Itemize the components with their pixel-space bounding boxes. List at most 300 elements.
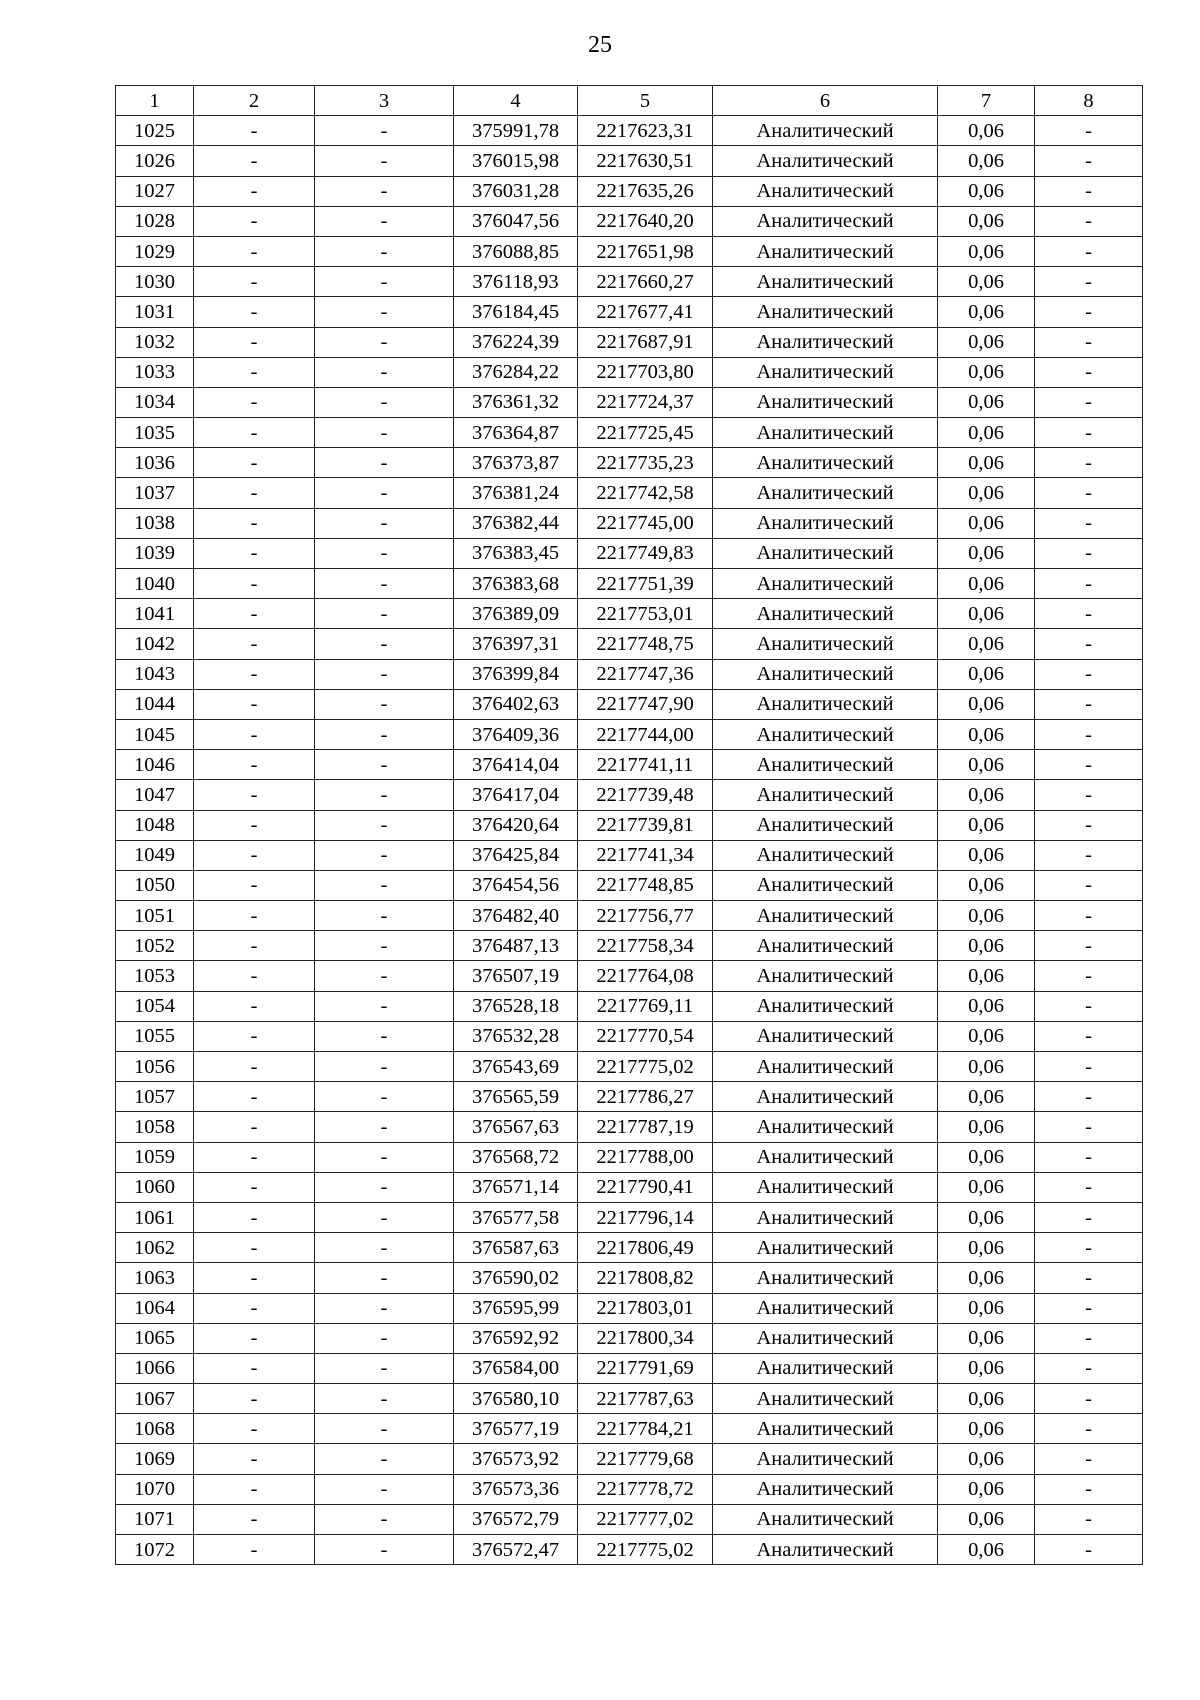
col8-cell: - (1035, 569, 1143, 599)
col3-cell: - (315, 1474, 454, 1504)
col8-cell: - (1035, 1504, 1143, 1534)
point-number-cell: 1063 (116, 1263, 194, 1293)
x-coordinate-cell: 376118,93 (454, 267, 578, 297)
col3-cell: - (315, 357, 454, 387)
point-number-cell: 1029 (116, 236, 194, 266)
col8-cell: - (1035, 689, 1143, 719)
x-coordinate-cell: 376402,63 (454, 689, 578, 719)
col3-cell: - (315, 961, 454, 991)
point-number-cell: 1071 (116, 1504, 194, 1534)
table-row (116, 1263, 1143, 1293)
col8-cell: - (1035, 176, 1143, 206)
table-row (116, 538, 1143, 568)
col3-cell: - (315, 569, 454, 599)
point-number-cell: 1041 (116, 599, 194, 629)
col8-cell: - (1035, 1082, 1143, 1112)
col8-cell: - (1035, 719, 1143, 749)
column-header: 1 (116, 86, 194, 116)
col2-cell: - (194, 689, 315, 719)
table-row (116, 1504, 1143, 1534)
table-row (116, 689, 1143, 719)
table-row (116, 840, 1143, 870)
table-row (116, 659, 1143, 689)
x-coordinate-cell: 376528,18 (454, 991, 578, 1021)
point-number-cell: 1068 (116, 1414, 194, 1444)
accuracy-cell: 0,06 (938, 478, 1035, 508)
col8-cell: - (1035, 1535, 1143, 1565)
col2-cell: - (194, 478, 315, 508)
method-cell: Аналитический (713, 1021, 938, 1051)
col2-cell: - (194, 176, 315, 206)
accuracy-cell: 0,06 (938, 357, 1035, 387)
col8-cell: - (1035, 478, 1143, 508)
method-cell: Аналитический (713, 176, 938, 206)
method-cell: Аналитический (713, 1172, 938, 1202)
point-number-cell: 1048 (116, 810, 194, 840)
method-cell: Аналитический (713, 991, 938, 1021)
col3-cell: - (315, 297, 454, 327)
x-coordinate-cell: 376587,63 (454, 1233, 578, 1263)
accuracy-cell: 0,06 (938, 116, 1035, 146)
table-row (116, 357, 1143, 387)
accuracy-cell: 0,06 (938, 146, 1035, 176)
col8-cell: - (1035, 810, 1143, 840)
table-row (116, 991, 1143, 1021)
col2-cell: - (194, 146, 315, 176)
accuracy-cell: 0,06 (938, 599, 1035, 629)
accuracy-cell: 0,06 (938, 1474, 1035, 1504)
y-coordinate-cell: 2217775,02 (578, 1535, 713, 1565)
method-cell: Аналитический (713, 901, 938, 931)
accuracy-cell: 0,06 (938, 719, 1035, 749)
col2-cell: - (194, 1414, 315, 1444)
col2-cell: - (194, 1021, 315, 1051)
accuracy-cell: 0,06 (938, 780, 1035, 810)
x-coordinate-cell: 376381,24 (454, 478, 578, 508)
y-coordinate-cell: 2217791,69 (578, 1353, 713, 1383)
col3-cell: - (315, 991, 454, 1021)
x-coordinate-cell: 376224,39 (454, 327, 578, 357)
point-number-cell: 1050 (116, 870, 194, 900)
col2-cell: - (194, 418, 315, 448)
col3-cell: - (315, 1112, 454, 1142)
col3-cell: - (315, 1504, 454, 1534)
y-coordinate-cell: 2217753,01 (578, 599, 713, 629)
accuracy-cell: 0,06 (938, 418, 1035, 448)
col2-cell: - (194, 538, 315, 568)
accuracy-cell: 0,06 (938, 327, 1035, 357)
y-coordinate-cell: 2217724,37 (578, 387, 713, 417)
table-row (116, 1082, 1143, 1112)
accuracy-cell: 0,06 (938, 1323, 1035, 1353)
y-coordinate-cell: 2217623,31 (578, 116, 713, 146)
point-number-cell: 1064 (116, 1293, 194, 1323)
x-coordinate-cell: 376383,68 (454, 569, 578, 599)
x-coordinate-cell: 376584,00 (454, 1353, 578, 1383)
col3-cell: - (315, 387, 454, 417)
col3-cell: - (315, 1202, 454, 1232)
col8-cell: - (1035, 146, 1143, 176)
table-row (116, 1172, 1143, 1202)
method-cell: Аналитический (713, 1323, 938, 1353)
method-cell: Аналитический (713, 1082, 938, 1112)
col3-cell: - (315, 448, 454, 478)
y-coordinate-cell: 2217775,02 (578, 1052, 713, 1082)
col2-cell: - (194, 1172, 315, 1202)
accuracy-cell: 0,06 (938, 810, 1035, 840)
method-cell: Аналитический (713, 870, 938, 900)
y-coordinate-cell: 2217630,51 (578, 146, 713, 176)
point-number-cell: 1026 (116, 146, 194, 176)
col3-cell: - (315, 1021, 454, 1051)
method-cell: Аналитический (713, 1263, 938, 1293)
point-number-cell: 1042 (116, 629, 194, 659)
col3-cell: - (315, 267, 454, 297)
method-cell: Аналитический (713, 236, 938, 266)
method-cell: Аналитический (713, 206, 938, 236)
accuracy-cell: 0,06 (938, 387, 1035, 417)
method-cell: Аналитический (713, 1233, 938, 1263)
col8-cell: - (1035, 418, 1143, 448)
col3-cell: - (315, 1535, 454, 1565)
table-row (116, 870, 1143, 900)
col8-cell: - (1035, 961, 1143, 991)
point-number-cell: 1028 (116, 206, 194, 236)
point-number-cell: 1054 (116, 991, 194, 1021)
column-header: 6 (713, 86, 938, 116)
table-row (116, 810, 1143, 840)
point-number-cell: 1031 (116, 297, 194, 327)
y-coordinate-cell: 2217660,27 (578, 267, 713, 297)
table-row (116, 387, 1143, 417)
x-coordinate-cell: 376590,02 (454, 1263, 578, 1293)
accuracy-cell: 0,06 (938, 1082, 1035, 1112)
method-cell: Аналитический (713, 1293, 938, 1323)
col8-cell: - (1035, 206, 1143, 236)
accuracy-cell: 0,06 (938, 1535, 1035, 1565)
point-number-cell: 1049 (116, 840, 194, 870)
method-cell: Аналитический (713, 840, 938, 870)
x-coordinate-cell: 376595,99 (454, 1293, 578, 1323)
y-coordinate-cell: 2217779,68 (578, 1444, 713, 1474)
point-number-cell: 1025 (116, 116, 194, 146)
y-coordinate-cell: 2217747,90 (578, 689, 713, 719)
point-number-cell: 1060 (116, 1172, 194, 1202)
col3-cell: - (315, 750, 454, 780)
col2-cell: - (194, 1293, 315, 1323)
method-cell: Аналитический (713, 418, 938, 448)
y-coordinate-cell: 2217756,77 (578, 901, 713, 931)
point-number-cell: 1059 (116, 1142, 194, 1172)
col3-cell: - (315, 538, 454, 568)
point-number-cell: 1047 (116, 780, 194, 810)
col3-cell: - (315, 1172, 454, 1202)
point-number-cell: 1072 (116, 1535, 194, 1565)
y-coordinate-cell: 2217640,20 (578, 206, 713, 236)
col8-cell: - (1035, 1293, 1143, 1323)
col3-cell: - (315, 810, 454, 840)
col3-cell: - (315, 1384, 454, 1414)
col8-cell: - (1035, 780, 1143, 810)
point-number-cell: 1027 (116, 176, 194, 206)
method-cell: Аналитический (713, 689, 938, 719)
col8-cell: - (1035, 387, 1143, 417)
col8-cell: - (1035, 1263, 1143, 1293)
method-cell: Аналитический (713, 1474, 938, 1504)
y-coordinate-cell: 2217784,21 (578, 1414, 713, 1444)
accuracy-cell: 0,06 (938, 206, 1035, 236)
x-coordinate-cell: 376047,56 (454, 206, 578, 236)
col3-cell: - (315, 1353, 454, 1383)
y-coordinate-cell: 2217677,41 (578, 297, 713, 327)
x-coordinate-cell: 376383,45 (454, 538, 578, 568)
table-row (116, 1293, 1143, 1323)
x-coordinate-cell: 376015,98 (454, 146, 578, 176)
col2-cell: - (194, 236, 315, 266)
col3-cell: - (315, 840, 454, 870)
table-row (116, 750, 1143, 780)
column-header: 8 (1035, 86, 1143, 116)
col3-cell: - (315, 659, 454, 689)
y-coordinate-cell: 2217790,41 (578, 1172, 713, 1202)
y-coordinate-cell: 2217806,49 (578, 1233, 713, 1263)
accuracy-cell: 0,06 (938, 901, 1035, 931)
col8-cell: - (1035, 1384, 1143, 1414)
col3-cell: - (315, 1444, 454, 1474)
x-coordinate-cell: 376373,87 (454, 448, 578, 478)
y-coordinate-cell: 2217800,34 (578, 1323, 713, 1353)
method-cell: Аналитический (713, 810, 938, 840)
col2-cell: - (194, 327, 315, 357)
y-coordinate-cell: 2217778,72 (578, 1474, 713, 1504)
col2-cell: - (194, 719, 315, 749)
point-number-cell: 1051 (116, 901, 194, 931)
method-cell: Аналитический (713, 1202, 938, 1232)
col8-cell: - (1035, 1353, 1143, 1383)
accuracy-cell: 0,06 (938, 267, 1035, 297)
col2-cell: - (194, 116, 315, 146)
accuracy-cell: 0,06 (938, 1112, 1035, 1142)
method-cell: Аналитический (713, 146, 938, 176)
x-coordinate-cell: 376364,87 (454, 418, 578, 448)
x-coordinate-cell: 376417,04 (454, 780, 578, 810)
x-coordinate-cell: 376507,19 (454, 961, 578, 991)
accuracy-cell: 0,06 (938, 689, 1035, 719)
col2-cell: - (194, 267, 315, 297)
point-number-cell: 1034 (116, 387, 194, 417)
col3-cell: - (315, 1414, 454, 1444)
point-number-cell: 1062 (116, 1233, 194, 1263)
table-row (116, 1142, 1143, 1172)
col3-cell: - (315, 780, 454, 810)
y-coordinate-cell: 2217748,75 (578, 629, 713, 659)
col3-cell: - (315, 689, 454, 719)
method-cell: Аналитический (713, 538, 938, 568)
col2-cell: - (194, 1202, 315, 1232)
col8-cell: - (1035, 1474, 1143, 1504)
method-cell: Аналитический (713, 750, 938, 780)
y-coordinate-cell: 2217786,27 (578, 1082, 713, 1112)
x-coordinate-cell: 376573,92 (454, 1444, 578, 1474)
accuracy-cell: 0,06 (938, 1263, 1035, 1293)
y-coordinate-cell: 2217808,82 (578, 1263, 713, 1293)
table-row (116, 1414, 1143, 1444)
col2-cell: - (194, 599, 315, 629)
method-cell: Аналитический (713, 1052, 938, 1082)
accuracy-cell: 0,06 (938, 1384, 1035, 1414)
point-number-cell: 1053 (116, 961, 194, 991)
coordinates-table (115, 85, 1143, 1565)
col8-cell: - (1035, 1233, 1143, 1263)
accuracy-cell: 0,06 (938, 750, 1035, 780)
y-coordinate-cell: 2217803,01 (578, 1293, 713, 1323)
accuracy-cell: 0,06 (938, 176, 1035, 206)
col2-cell: - (194, 1233, 315, 1263)
col2-cell: - (194, 1353, 315, 1383)
accuracy-cell: 0,06 (938, 297, 1035, 327)
col8-cell: - (1035, 357, 1143, 387)
x-coordinate-cell: 376543,69 (454, 1052, 578, 1082)
point-number-cell: 1058 (116, 1112, 194, 1142)
x-coordinate-cell: 376361,32 (454, 387, 578, 417)
col2-cell: - (194, 750, 315, 780)
table-row (116, 1323, 1143, 1353)
y-coordinate-cell: 2217739,48 (578, 780, 713, 810)
x-coordinate-cell: 376592,92 (454, 1323, 578, 1353)
col2-cell: - (194, 1263, 315, 1293)
column-header: 7 (938, 86, 1035, 116)
col3-cell: - (315, 599, 454, 629)
y-coordinate-cell: 2217703,80 (578, 357, 713, 387)
table-row (116, 418, 1143, 448)
col8-cell: - (1035, 297, 1143, 327)
col2-cell: - (194, 1504, 315, 1534)
method-cell: Аналитический (713, 961, 938, 991)
col8-cell: - (1035, 931, 1143, 961)
col2-cell: - (194, 629, 315, 659)
col2-cell: - (194, 206, 315, 236)
table-row (116, 1384, 1143, 1414)
col3-cell: - (315, 1323, 454, 1353)
x-coordinate-cell: 376031,28 (454, 176, 578, 206)
y-coordinate-cell: 2217742,58 (578, 478, 713, 508)
method-cell: Аналитический (713, 569, 938, 599)
point-number-cell: 1056 (116, 1052, 194, 1082)
col2-cell: - (194, 780, 315, 810)
col3-cell: - (315, 931, 454, 961)
col2-cell: - (194, 1142, 315, 1172)
x-coordinate-cell: 376577,19 (454, 1414, 578, 1444)
accuracy-cell: 0,06 (938, 840, 1035, 870)
point-number-cell: 1040 (116, 569, 194, 599)
point-number-cell: 1037 (116, 478, 194, 508)
col3-cell: - (315, 508, 454, 538)
point-number-cell: 1035 (116, 418, 194, 448)
col8-cell: - (1035, 236, 1143, 266)
table-row (116, 1202, 1143, 1232)
col3-cell: - (315, 1142, 454, 1172)
col8-cell: - (1035, 116, 1143, 146)
col3-cell: - (315, 236, 454, 266)
method-cell: Аналитический (713, 448, 938, 478)
col3-cell: - (315, 1233, 454, 1263)
col2-cell: - (194, 1323, 315, 1353)
col2-cell: - (194, 1474, 315, 1504)
accuracy-cell: 0,06 (938, 1414, 1035, 1444)
col8-cell: - (1035, 267, 1143, 297)
accuracy-cell: 0,06 (938, 1444, 1035, 1474)
table-row (116, 206, 1143, 236)
col2-cell: - (194, 991, 315, 1021)
y-coordinate-cell: 2217651,98 (578, 236, 713, 266)
col2-cell: - (194, 659, 315, 689)
table-row (116, 569, 1143, 599)
col2-cell: - (194, 448, 315, 478)
method-cell: Аналитический (713, 1384, 938, 1414)
col3-cell: - (315, 629, 454, 659)
x-coordinate-cell: 376399,84 (454, 659, 578, 689)
y-coordinate-cell: 2217748,85 (578, 870, 713, 900)
table-row (116, 961, 1143, 991)
x-coordinate-cell: 376382,44 (454, 508, 578, 538)
method-cell: Аналитический (713, 599, 938, 629)
accuracy-cell: 0,06 (938, 1052, 1035, 1082)
accuracy-cell: 0,06 (938, 1142, 1035, 1172)
x-coordinate-cell: 375991,78 (454, 116, 578, 146)
col3-cell: - (315, 116, 454, 146)
method-cell: Аналитический (713, 1414, 938, 1444)
col8-cell: - (1035, 1172, 1143, 1202)
x-coordinate-cell: 376397,31 (454, 629, 578, 659)
accuracy-cell: 0,06 (938, 870, 1035, 900)
table-row (116, 629, 1143, 659)
col8-cell: - (1035, 870, 1143, 900)
y-coordinate-cell: 2217796,14 (578, 1202, 713, 1232)
col2-cell: - (194, 961, 315, 991)
y-coordinate-cell: 2217735,23 (578, 448, 713, 478)
x-coordinate-cell: 376565,59 (454, 1082, 578, 1112)
accuracy-cell: 0,06 (938, 1202, 1035, 1232)
table-row (116, 327, 1143, 357)
x-coordinate-cell: 376389,09 (454, 599, 578, 629)
accuracy-cell: 0,06 (938, 448, 1035, 478)
method-cell: Аналитический (713, 1353, 938, 1383)
table-row (116, 1444, 1143, 1474)
accuracy-cell: 0,06 (938, 1353, 1035, 1383)
table-header-row (116, 86, 1143, 116)
table-row (116, 116, 1143, 146)
col8-cell: - (1035, 1323, 1143, 1353)
method-cell: Аналитический (713, 1504, 938, 1534)
method-cell: Аналитический (713, 267, 938, 297)
col8-cell: - (1035, 1202, 1143, 1232)
col2-cell: - (194, 297, 315, 327)
col3-cell: - (315, 901, 454, 931)
point-number-cell: 1070 (116, 1474, 194, 1504)
table-row (116, 719, 1143, 749)
point-number-cell: 1036 (116, 448, 194, 478)
method-cell: Аналитический (713, 357, 938, 387)
point-number-cell: 1039 (116, 538, 194, 568)
table-row (116, 1021, 1143, 1051)
y-coordinate-cell: 2217787,63 (578, 1384, 713, 1414)
method-cell: Аналитический (713, 478, 938, 508)
col8-cell: - (1035, 538, 1143, 568)
accuracy-cell: 0,06 (938, 1504, 1035, 1534)
column-header: 4 (454, 86, 578, 116)
x-coordinate-cell: 376420,64 (454, 810, 578, 840)
col2-cell: - (194, 1535, 315, 1565)
